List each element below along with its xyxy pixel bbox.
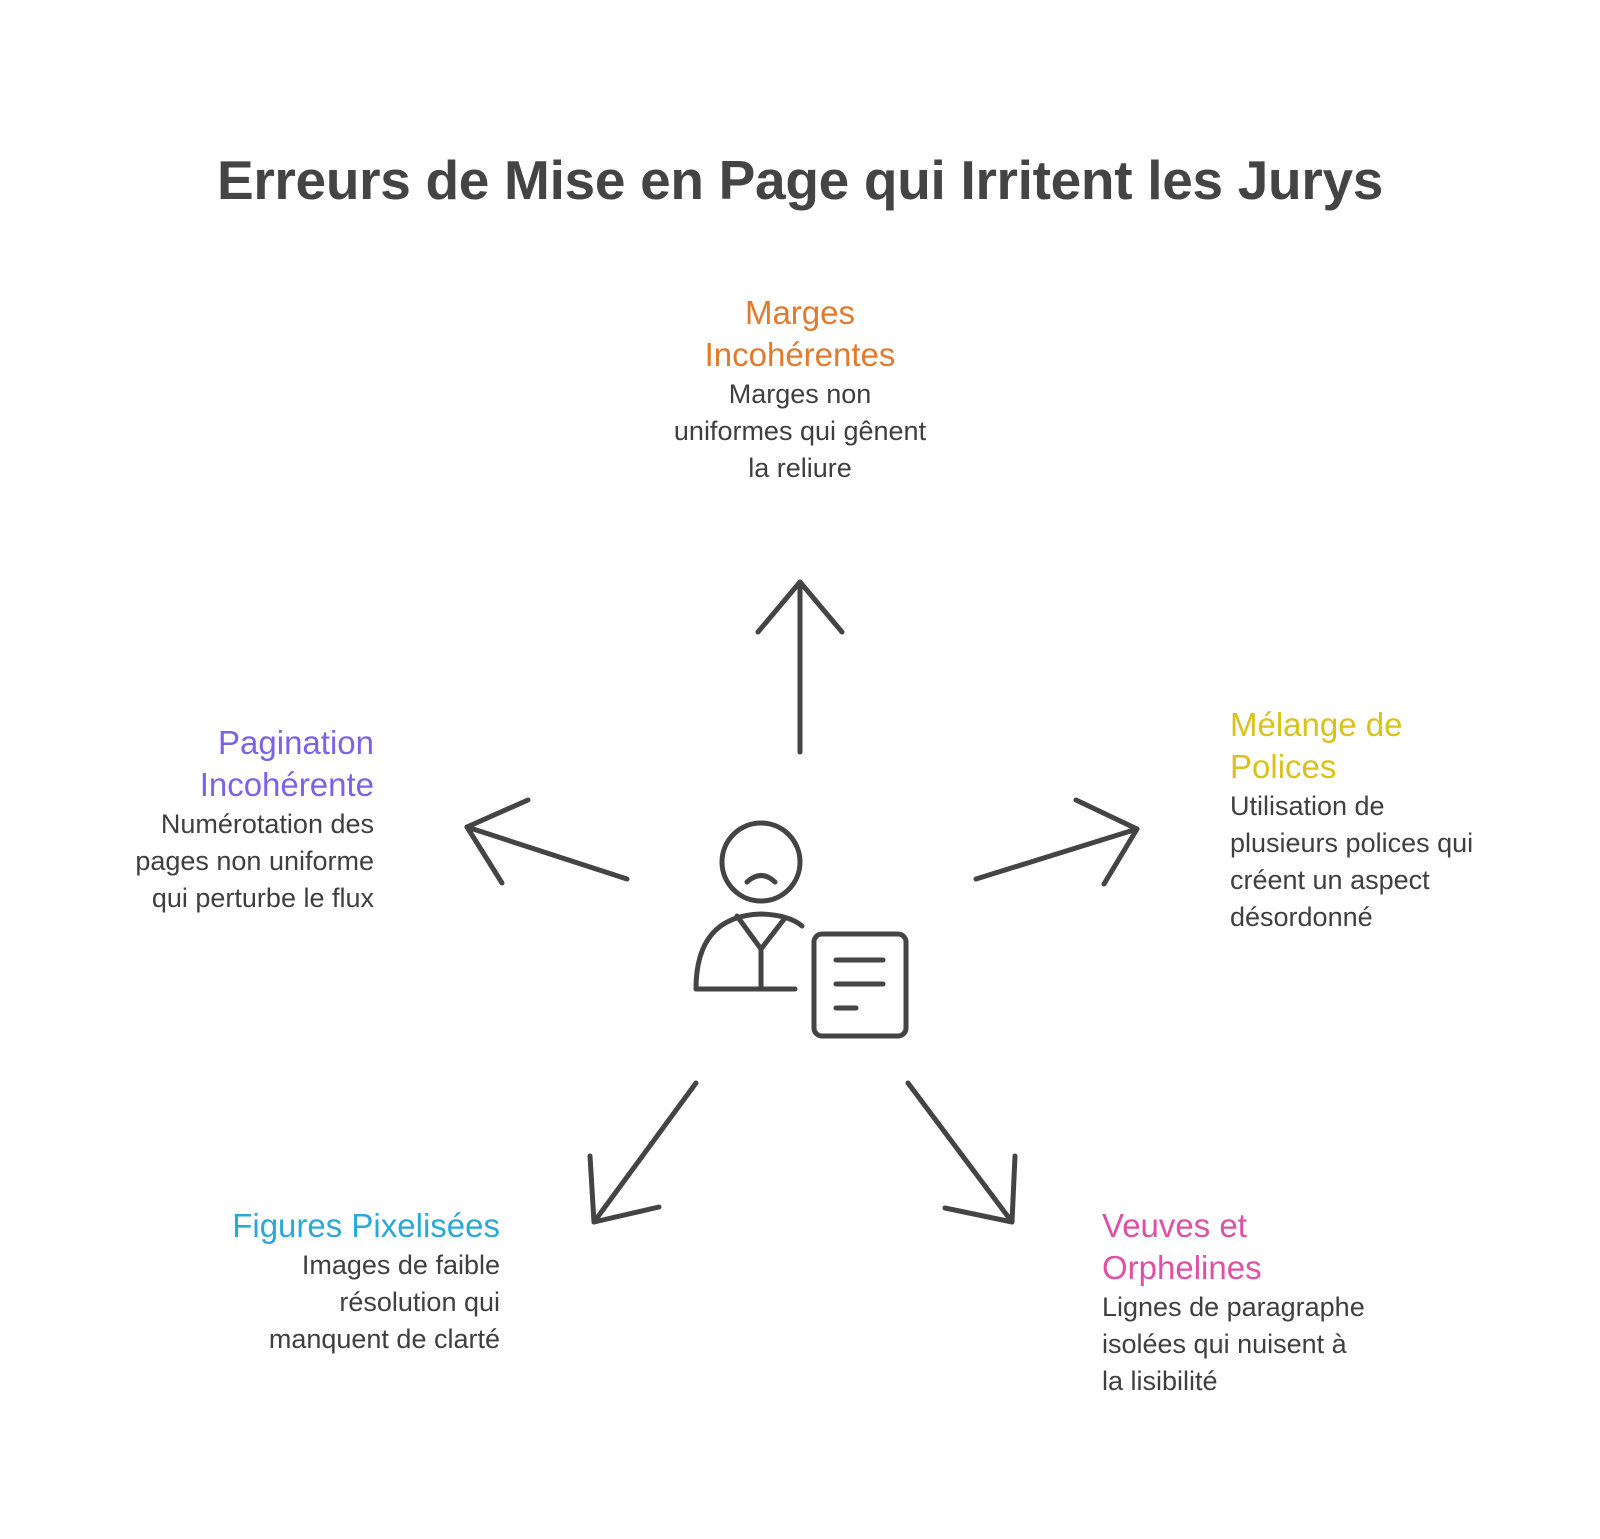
arrow-lower-left-icon — [590, 1083, 696, 1222]
node-description: Marges non uniformes qui gênent la reliure — [673, 379, 927, 483]
diagram-title: Erreurs de Mise en Page qui Irritent les Jurys — [216, 149, 1384, 211]
node-description: Numérotation des pages non uniforme qui perturbe le flux — [135, 809, 374, 913]
node-title: Veuves et Orphelines — [1102, 1207, 1262, 1286]
node-title: Pagination Incohérente — [199, 724, 374, 803]
node-description: Utilisation de plusieurs polices qui créent un aspect désordonné — [1230, 791, 1474, 932]
frustrated-person-with-document-icon — [696, 823, 906, 1036]
node-description: Images de faible résolution qui manquent de clarté — [268, 1250, 500, 1354]
arrow-lower-right-icon — [908, 1083, 1015, 1222]
node-pagination-incoherente — [30, 722, 374, 917]
node-marges-incoherentes — [600, 292, 1000, 487]
node-title: Mélange de Polices — [1230, 706, 1403, 785]
node-description: Lignes de paragraphe isolées qui nuisent à la lisibilité — [1102, 1292, 1365, 1396]
arrow-upper-left-icon — [467, 800, 627, 883]
arrow-up-icon — [758, 582, 842, 752]
node-title: Figures Pixelisées — [232, 1207, 500, 1244]
node-title: Marges Incohérentes — [704, 294, 896, 373]
node-veuves-et-orphelines — [1102, 1205, 1462, 1400]
arrow-upper-right-icon — [976, 800, 1137, 884]
node-figures-pixelisees — [150, 1205, 500, 1358]
node-melange-de-polices — [1230, 704, 1570, 936]
